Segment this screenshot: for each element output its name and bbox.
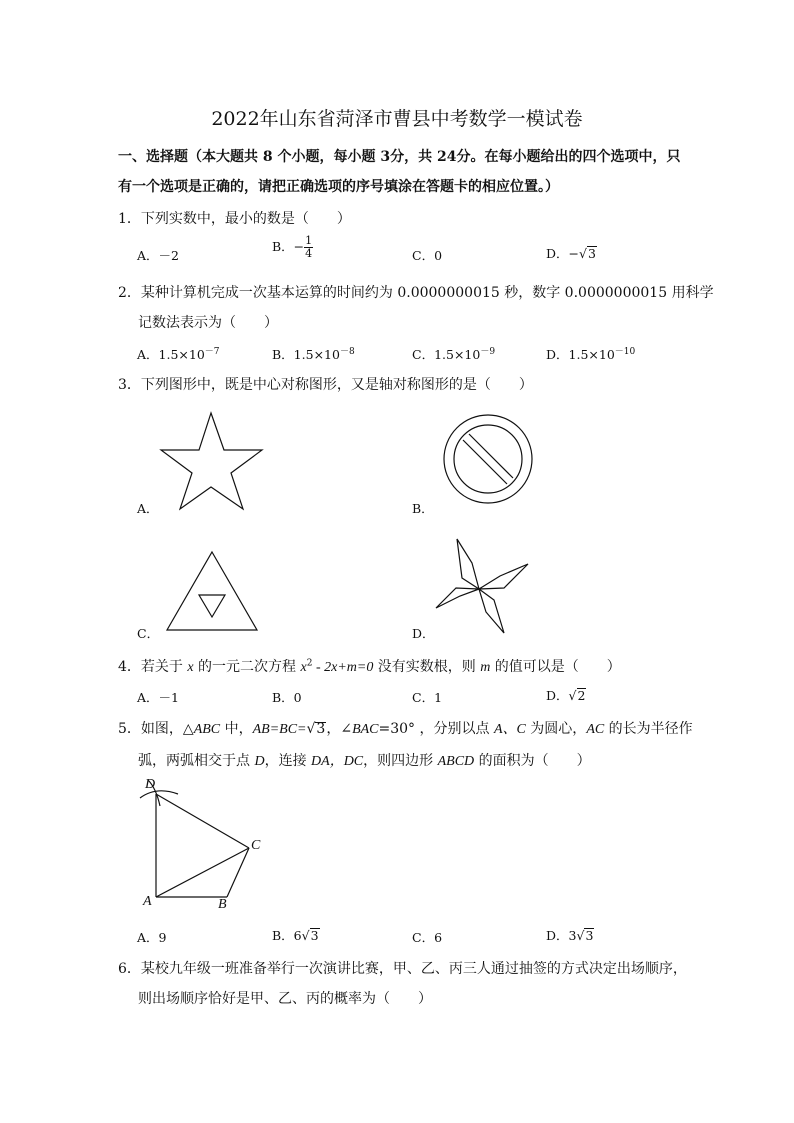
label-C: C (251, 838, 261, 853)
q2-option-a (137, 344, 220, 363)
eq-rest: - 2x+m=0 (312, 660, 374, 675)
q5-math: A、C (493, 722, 526, 737)
q4-d-prefix: D． (546, 688, 569, 703)
q5-math: ABCD (437, 754, 475, 769)
q3-figure-pinwheel (432, 538, 532, 636)
sqrt-sign: √3 (301, 928, 319, 943)
sqrt-sign: √2 (568, 688, 586, 703)
radicand: 3 (585, 928, 594, 943)
label-A: A (143, 894, 152, 909)
q5-option-c: C．6 (412, 930, 443, 945)
sqrt-sign: √3 (576, 928, 594, 943)
eq-x: x (300, 660, 307, 675)
q2-option-b (272, 344, 355, 363)
q2-option-c (412, 344, 495, 363)
q5-d-prefix: D．3 (546, 928, 577, 943)
q3-figure-no-sign (442, 413, 534, 505)
q2-stem-line1: 2．某种计算机完成一次基本运算的时间约为 0.0000000015 秒，数字 0.0000000015 用科学 (118, 285, 714, 301)
q2-c-exp: －9 (480, 347, 496, 357)
q3-option-c: C． (137, 626, 160, 641)
q5-text: 的长为半径作 (604, 721, 693, 737)
q4-option-a: A．－1 (137, 690, 179, 705)
q5-text: ，连接 (264, 753, 312, 769)
q4-option-d (546, 686, 586, 704)
section-heading-line1: 一、选择题（本大题共 8 个小题，每小题 3分，共 24分。在每小题给出的四个选项中，只 (118, 149, 681, 165)
q5-text: 5．如图，△ (118, 721, 194, 737)
q5-stem-line1 (118, 718, 693, 738)
q3-stem: 3．下列图形中，既是中心对称图形，又是轴对称图形的是（ ） (118, 377, 533, 393)
q5-option-a: A．9 (137, 930, 167, 945)
q2-c-base: C．1.5×10 (412, 347, 481, 363)
q2-d-base: D．1.5×10 (546, 347, 615, 363)
page-title: 2022年山东省菏泽市曹县中考数学一模试卷 (211, 108, 583, 130)
q3-figure-star (160, 410, 265, 510)
section-heading-line2: 有一个选项是正确的，请把正确选项的序号填涂在答题卡的相应位置。） (118, 179, 559, 195)
q2-option-d (546, 344, 635, 363)
fraction-denominator: 4 (305, 247, 313, 260)
var-x: x (187, 660, 194, 675)
q5-math: ABC (193, 722, 221, 737)
q4-stem (118, 656, 621, 676)
q6-stem-line2: 则出场顺序恰好是甲、乙、丙的概率为（ ） (138, 991, 432, 1007)
sqrt-sign: √3 (579, 246, 596, 261)
q1-option-b-prefix: B．− (272, 239, 305, 254)
q5-option-b (272, 926, 320, 944)
q1-option-c: C．0 (412, 248, 443, 263)
q6-stem-line1: 6．某校九年级一班准备举行一次演讲比赛，甲、乙、丙三人通过抽签的方式决定出场顺序， (118, 961, 687, 977)
sqrt-sign: √3 (306, 721, 326, 737)
q5-text: =30° ，分别以点 (378, 721, 494, 737)
q5-text: 为圆心， (525, 721, 587, 737)
q2-stem-line2: 记数法表示为（ ） (138, 315, 278, 331)
q2-d-exp: －10 (614, 347, 636, 357)
q1-option-d (546, 244, 597, 262)
q5-text: 弧，两弧相交于点 (138, 753, 255, 769)
q4-option-c: C．1 (412, 690, 443, 705)
q2-b-exp: －8 (339, 347, 355, 357)
q1-option-b (272, 235, 313, 260)
q4-stem-part: 4．若关于 (118, 659, 188, 675)
radicand: 2 (577, 688, 586, 703)
q5-math: DA，DC (311, 754, 364, 769)
q5-text: 中， (220, 721, 253, 737)
q1-option-a: A．－2 (137, 248, 179, 263)
q5-b-prefix: B．6 (272, 928, 302, 943)
q1-option-d-prefix: D．− (546, 246, 579, 261)
q3-option-a: A． (137, 501, 159, 516)
q4-stem-part: 没有实数根，则 (373, 659, 481, 675)
q2-a-base: A．1.5×10 (137, 347, 205, 363)
q4-stem-part: 的一元二次方程 (193, 659, 301, 675)
q3-option-b: B． (412, 501, 434, 516)
q3-option-d: D． (412, 626, 435, 641)
label-D: D (145, 777, 156, 792)
q5-math: AC (586, 722, 605, 737)
q5-stem-line2 (138, 750, 591, 770)
q5-text: ，则四边形 (363, 753, 438, 769)
fraction-numerator: 1 (305, 234, 313, 247)
var-m: m (480, 660, 491, 675)
radicand: 3 (316, 721, 326, 737)
q5-math: D (254, 754, 265, 769)
radicand: 3 (587, 246, 596, 261)
q3-figure-triangle (165, 549, 260, 634)
radicand: 3 (310, 928, 319, 943)
eq-exp: 2 (306, 658, 313, 669)
fraction (304, 235, 313, 260)
label-B: B (218, 897, 227, 912)
q1-stem: 1．下列实数中，最小的数是（ ） (118, 211, 351, 227)
q2-a-exp: －7 (204, 347, 220, 357)
q5-math: BAC (352, 722, 379, 737)
q5-math: AB=BC= (252, 722, 307, 737)
q5-option-d (546, 926, 594, 944)
q4-stem-part: 的值可以是（ ） (490, 659, 621, 675)
q5-text: ，∠ (326, 721, 353, 737)
q2-b-base: B．1.5×10 (272, 347, 340, 363)
q5-text: 的面积为（ ） (474, 753, 591, 769)
q4-option-b: B．0 (272, 690, 302, 705)
